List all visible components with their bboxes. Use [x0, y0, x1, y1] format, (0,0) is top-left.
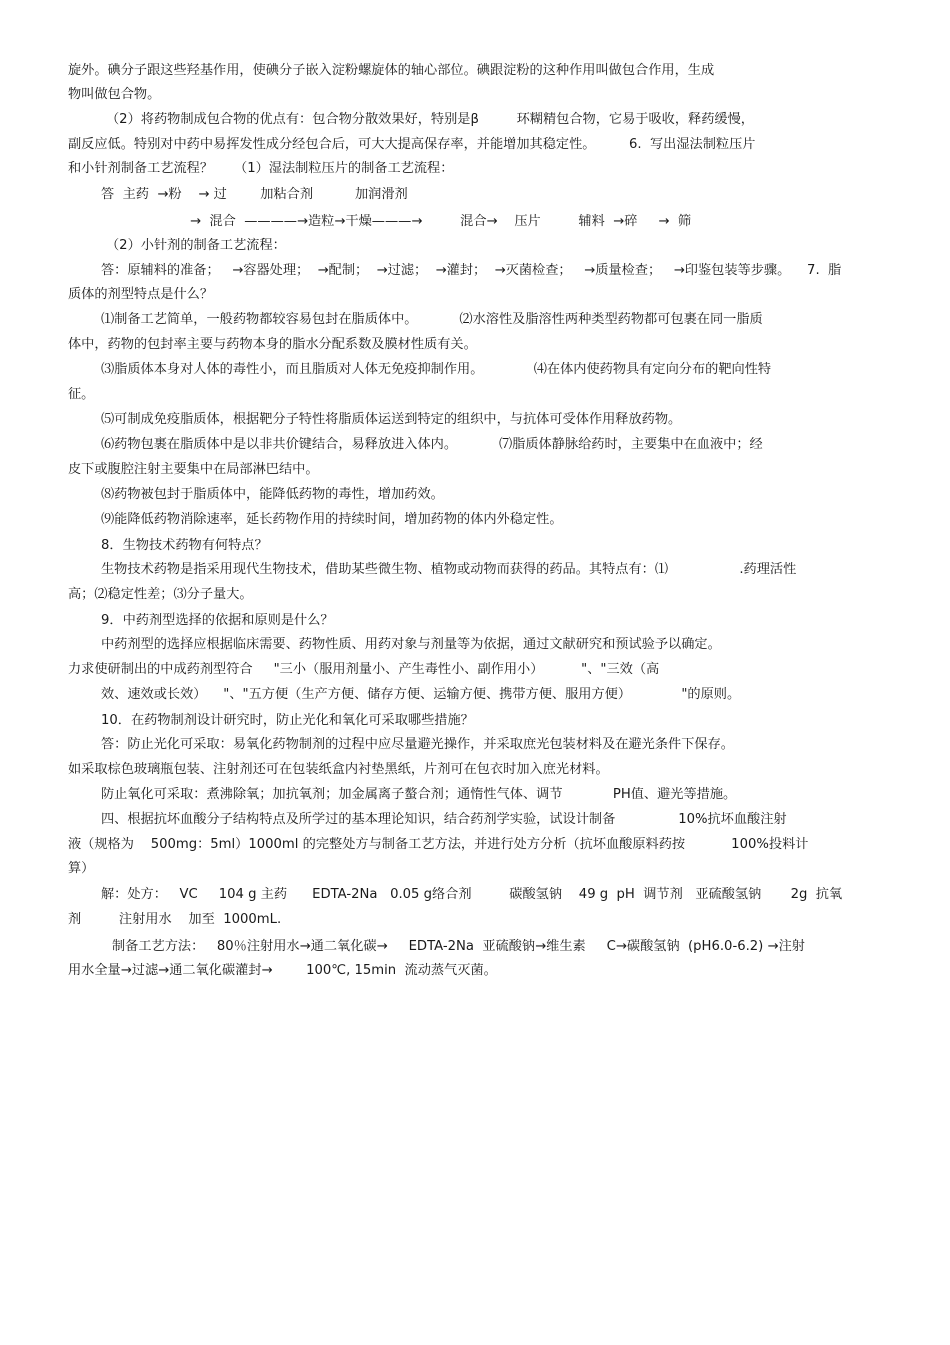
text-line: 答 主药 →粉 → 过 加粘合剂 加润滑剂: [101, 187, 408, 202]
text-line: ⑼能降低药物消除速率，延长药物作用的持续时间，增加药物的体内外稳定性。: [101, 512, 563, 527]
section-heading: 10．在药物制剂设计研究时，防止光化和氧化可采取哪些措施？: [101, 713, 474, 728]
section-heading: 四、根据抗坏血酸分子结构特点及所学过的基本理论知识，结合药剂学实验，试设计制备 10%抗坏血酸注射: [101, 812, 787, 827]
text-line: 体中，药物的包封率主要与药物本身的脂水分配系数及膜材性质有关。: [68, 337, 477, 352]
text-line: 高；⑵稳定性差；⑶分子量大。: [68, 587, 253, 602]
text-line: 解：处方： VC 104 g 主药 EDTA-2Na 0.05 g络合剂 碳酸氢钠 49 g pH 调节剂 亚硫酸氢钠 2g 抗氧: [101, 887, 843, 902]
text-line: 旋外。碘分子跟这些羟基作用，使碘分子嵌入淀粉螺旋体的轴心部位。碘跟淀粉的这种作用叫做包合作用，生成: [68, 63, 715, 78]
text-line: 制备工艺方法： 80％注射用水→通二氧化碳→ EDTA-2Na 亚硫酸钠→维生素 C→碳酸氢钠 (pH6.0-6.2) →注射: [112, 939, 805, 954]
text-line: 生物技术药物是指采用现代生物技术，借助某些微生物、植物或动物而获得的药品。其特点有：⑴ .药理活性: [101, 562, 797, 577]
text-line: → 混合 ————→造粒→干燥———→ 混合→ 压片 辅料 →碎 → 筛: [190, 214, 692, 229]
text-line: 副反应低。特别对中药中易挥发性成分经包合后，可大大提高保存率，并能增加其稳定性。 6. 写出湿法制粒压片: [68, 137, 756, 152]
text-line: 答：防止光化可采取：易氧化药物制剂的过程中应尽量避光操作，并采取庶光包装材料及在避光条件下保存。: [101, 737, 734, 752]
text-line: 防止氧化可采取：煮沸除氧；加抗氧剂；加金属离子螯合剂；通惰性气体、调节 PH值、避光等措施。: [101, 787, 737, 802]
text-line: ⑻药物被包封于脂质体中，能降低药物的毒性，增加药效。: [101, 487, 444, 502]
text-line: ⑴制备工艺简单，一般药物都较容易包封在脂质体中。 ⑵水溶性及脂溶性两种类型药物都可包裹在同一脂质: [101, 312, 763, 327]
text-line: 中药剂型的选择应根据临床需要、药物性质、用药对象与剂量等为依据，通过文献研究和预试验予以确定。: [101, 637, 721, 652]
text-line: （2）将药物制成包合物的优点有：包合物分散效果好，特别是β 环糊精包合物，它易于吸收，释药缓慢，: [106, 112, 754, 127]
text-line: ⑸可制成免疫脂质体，根据靶分子特性将脂质体运送到特定的组织中，与抗体可受体作用释放药物。: [101, 412, 682, 427]
text-line: 算）: [68, 861, 95, 876]
text-line: 剂 注射用水 加至 1000mL.: [68, 912, 282, 927]
text-line: 征。: [68, 387, 95, 402]
section-heading: 8．生物技术药物有何特点？: [101, 538, 268, 553]
text-line: 皮下或腹腔注射主要集中在局部淋巴结中。: [68, 462, 319, 477]
text-line: 液（规格为 500mg：5ml）1000ml 的完整处方与制备工艺方法，并进行处方分析（抗坏血酸原料药按 100%投料计: [68, 837, 809, 852]
text-line: 力求使研制出的中成药剂型符合 "三小（服用剂量小、产生毒性小、副作用小） "、"三效（高: [68, 662, 660, 677]
text-line: 物叫做包合物。: [68, 87, 161, 102]
text-line: 质体的剂型特点是什么？: [68, 287, 214, 302]
section-heading: 9．中药剂型选择的依据和原则是什么？: [101, 613, 334, 628]
text-line: 效、速效或长效） "、"五方便（生产方便、储存方便、运输方便、携带方便、服用方便） "的原则。: [101, 687, 741, 702]
text-line: 用水全量→过滤→通二氧化碳灌封→ 100℃, 15min 流动蒸气灭菌。: [68, 963, 497, 978]
text-line: 如采取棕色玻璃瓶包装、注射剂还可在包装纸盒内衬垫黑纸，片剂可在包衣时加入庶光材料。: [68, 762, 609, 777]
text-line: 和小针剂制备工艺流程？ （1）湿法制粒压片的制备工艺流程：: [68, 161, 454, 176]
text-line: 答：原辅料的准备； →容器处理； →配制； →过滤； →灌封； →灭菌检查； →质量检查； →印鉴包装等步骤。 7. 脂: [101, 263, 842, 278]
text-line: （2）小针剂的制备工艺流程：: [106, 238, 286, 253]
text-line: ⑹药物包裹在脂质体中是以非共价键结合，易释放进入体内。 ⑺脂质体静脉给药时，主要集中在血液中；经: [101, 437, 763, 452]
text-line: ⑶脂质体本身对人体的毒性小，而且脂质对人体无免疫抑制作用。 ⑷在体内使药物具有定向分布的靶向性特: [101, 362, 772, 377]
